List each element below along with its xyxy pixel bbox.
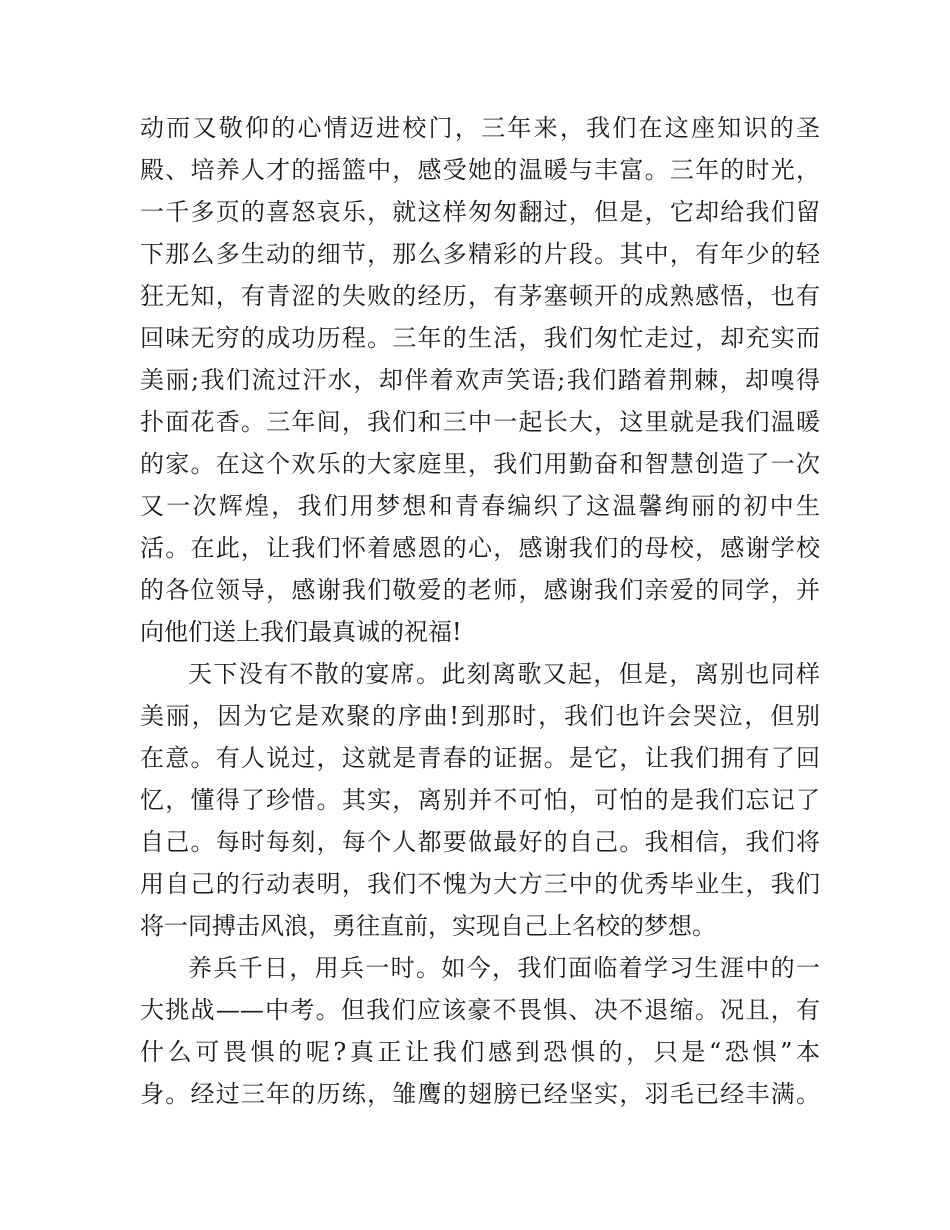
text-line: 用自己的行动表明，我们不愧为大方三中的优秀毕业生，我们 [140, 870, 820, 898]
text-line: 的各位领导，感谢我们敬爱的老师，感谢我们亲爱的同学，并 [140, 576, 820, 604]
text-line: 下那么多生动的细节，那么多精彩的片段。其中，有年少的轻 [140, 240, 820, 268]
text-line: 身。经过三年的历练，雏鹰的翅膀已经坚实，羽毛已经丰满。 [140, 1080, 820, 1108]
paragraph-first-line: 养兵千日，用兵一时。如今，我们面临着学习生涯中的一 [188, 954, 820, 982]
text-line: 扑面花香。三年间，我们和三中一起长大，这里就是我们温暖 [140, 408, 820, 436]
text-line: 活。在此，让我们怀着感恩的心，感谢我们的母校，感谢学校 [140, 534, 820, 562]
text-line: 殿、培养人才的摇篮中，感受她的温暖与丰富。三年的时光， [140, 156, 820, 184]
text-line: 狂无知，有青涩的失败的经历，有茅塞顿开的成熟感悟，也有 [140, 282, 820, 310]
text-line: 美丽，因为它是欢聚的序曲!到那时，我们也许会哭泣，但别 [140, 702, 820, 730]
text-line: 将一同搏击风浪，勇往直前，实现自己上名校的梦想。 [140, 912, 716, 940]
text-line: 回味无穷的成功历程。三年的生活，我们匆忙走过，却充实而 [140, 324, 820, 352]
text-line: 一千多页的喜怒哀乐，就这样匆匆翻过，但是，它却给我们留 [140, 198, 820, 226]
text-line: 美丽;我们流过汗水，却伴着欢声笑语;我们踏着荆棘，却嗅得 [140, 366, 820, 394]
text-line: 向他们送上我们最真诚的祝福! [140, 618, 462, 646]
text-line: 又一次辉煌，我们用梦想和青春编织了这温馨绚丽的初中生 [140, 492, 820, 520]
text-line: 的家。在这个欢乐的大家庭里，我们用勤奋和智慧创造了一次 [140, 450, 820, 478]
paragraph-first-line: 天下没有不散的宴席。此刻离歌又起，但是，离别也同样 [188, 660, 820, 688]
text-line: 自己。每时每刻，每个人都要做最好的自己。我相信，我们将 [140, 828, 820, 856]
text-line: 忆，懂得了珍惜。其实，离别并不可怕，可怕的是我们忘记了 [140, 786, 820, 814]
text-line: 什么可畏惧的呢?真正让我们感到恐惧的，只是“恐惧”本 [140, 1038, 820, 1066]
text-line: 动而又敬仰的心情迈进校门，三年来，我们在这座知识的圣 [140, 114, 820, 142]
text-line: 大挑战——中考。但我们应该豪不畏惧、决不退缩。况且，有 [140, 996, 820, 1024]
document-body [140, 107, 820, 1115]
text-line: 在意。有人说过，这就是青春的证据。是它，让我们拥有了回 [140, 744, 820, 772]
